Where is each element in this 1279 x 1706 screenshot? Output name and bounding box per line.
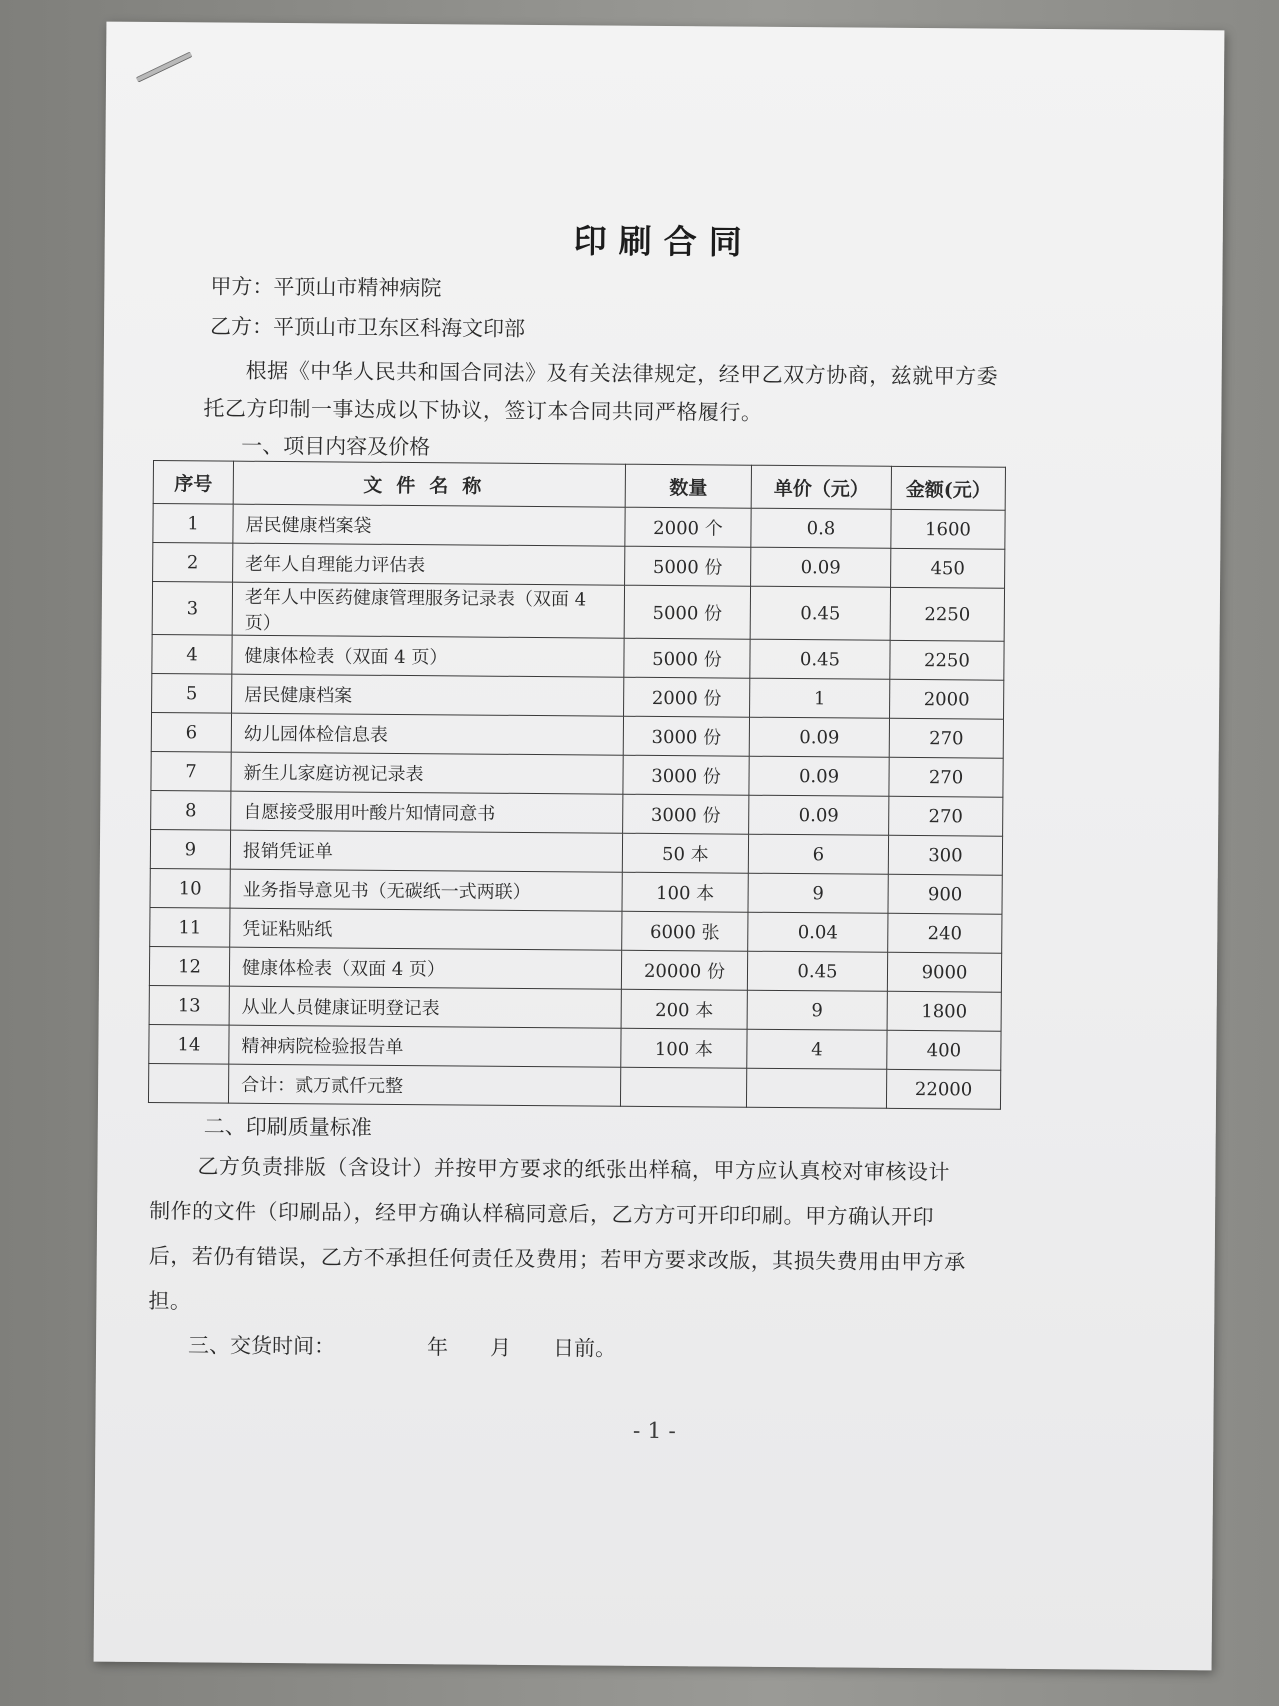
row-name: 从业人员健康证明登记表 <box>229 986 621 1028</box>
section-3 <box>188 1329 616 1362</box>
row-price: 0.45 <box>750 639 890 679</box>
table-row <box>153 504 1005 550</box>
table-row <box>152 674 1004 720</box>
party-b: 乙方：平顶山市卫东区科海文印部 <box>209 314 526 341</box>
row-no: 2 <box>153 543 233 583</box>
row-qty: 100 本 <box>621 1028 747 1068</box>
row-qty: 6000 张 <box>622 911 748 951</box>
row-price: 0.09 <box>749 795 889 835</box>
page-number: - 1 - <box>632 1418 676 1445</box>
row-no: 1 <box>153 504 233 544</box>
row-qty: 20000 份 <box>621 950 747 990</box>
section-3-date: 年 月 日前。 <box>426 1335 617 1361</box>
row-price: 9 <box>747 990 887 1030</box>
intro-line-2: 托乙方印制一事达成以下协议，签订本合同共同严格履行。 <box>203 396 763 425</box>
table-row <box>152 635 1004 681</box>
header-name: 文件名称 <box>233 461 625 507</box>
row-amount: 450 <box>891 548 1005 588</box>
row-no: 12 <box>149 947 229 987</box>
row-amount: 2250 <box>890 587 1004 641</box>
row-no: 10 <box>150 869 230 909</box>
row-amount: 270 <box>889 796 1003 836</box>
staple <box>136 51 193 82</box>
total-row <box>148 1063 1000 1109</box>
row-name: 精神病院检验报告单 <box>229 1025 621 1067</box>
row-amount: 270 <box>889 757 1003 797</box>
row-no: 6 <box>151 713 231 753</box>
table-row <box>149 986 1001 1032</box>
table-row <box>152 582 1004 642</box>
row-amount: 900 <box>888 874 1002 914</box>
row-no: 14 <box>149 1025 229 1065</box>
row-amount: 2250 <box>890 640 1004 680</box>
row-name: 业务指导意见书（无碳纸一式两联） <box>230 869 622 911</box>
row-name: 凭证粘贴纸 <box>230 908 622 950</box>
row-qty: 200 本 <box>621 989 747 1029</box>
row-qty: 2000 份 <box>624 677 750 717</box>
row-price: 1 <box>750 678 890 718</box>
total-price-cell <box>746 1068 886 1108</box>
header-unit-price: 单价（元） <box>751 465 891 509</box>
table-row <box>151 752 1003 798</box>
row-qty: 5000 份 <box>625 546 751 586</box>
section-1-title: 一、项目内容及价格 <box>241 433 431 460</box>
table-row <box>150 869 1002 915</box>
row-price: 0.8 <box>751 508 891 548</box>
item-price-table <box>148 460 1006 1110</box>
row-amount: 1600 <box>891 509 1005 549</box>
row-price: 0.04 <box>748 912 888 952</box>
total-qty-cell <box>620 1067 746 1107</box>
table-row <box>151 713 1003 759</box>
document-title: 印刷合同 <box>573 221 754 262</box>
table-row <box>149 947 1001 993</box>
row-qty: 5000 份 <box>624 585 750 639</box>
row-qty: 100 本 <box>622 872 748 912</box>
party-a: 甲方：平顶山市精神病院 <box>210 274 442 301</box>
row-qty: 2000 个 <box>625 507 751 547</box>
row-amount: 2000 <box>890 679 1004 719</box>
row-amount: 9000 <box>887 952 1001 992</box>
row-no: 5 <box>152 674 232 714</box>
row-amount: 300 <box>888 835 1002 875</box>
section-2-text: 乙方负责排版（含设计）并按甲方要求的纸张出样稿，甲方应认真校对审核设计制作的文件（印刷品），经甲方确认样稿同意后，乙方方可开印印刷。甲方确认开印后，若仍有错误，乙方不承担任何责任及费用；若甲方要求改版，其损失费用由甲方承担。 <box>148 1154 966 1314</box>
row-price: 0.09 <box>749 717 889 757</box>
row-no: 7 <box>151 752 231 792</box>
row-qty: 5000 份 <box>624 638 750 678</box>
row-name: 报销凭证单 <box>230 830 622 872</box>
row-name: 自愿接受服用叶酸片知情同意书 <box>231 791 623 833</box>
row-name: 居民健康档案 <box>232 674 624 716</box>
row-no: 13 <box>149 986 229 1026</box>
row-name: 健康体检表（双面 4 页） <box>232 635 624 677</box>
row-no: 9 <box>150 830 230 870</box>
row-no: 3 <box>152 582 232 636</box>
row-no: 4 <box>152 635 232 675</box>
row-price: 4 <box>747 1029 887 1069</box>
header-no: 序号 <box>153 461 233 505</box>
total-label: 合计：贰万贰仟元整 <box>228 1064 620 1106</box>
table-row <box>149 1025 1001 1071</box>
row-name: 新生儿家庭访视记录表 <box>231 752 623 794</box>
header-qty: 数量 <box>625 464 751 508</box>
row-qty: 3000 份 <box>623 755 749 795</box>
table-body <box>149 504 1005 1071</box>
total-no-cell <box>148 1063 228 1103</box>
row-no: 11 <box>150 908 230 948</box>
row-name: 幼儿园体检信息表 <box>231 713 623 755</box>
row-price: 0.45 <box>750 586 890 640</box>
row-amount: 240 <box>888 913 1002 953</box>
section-2-title: 二、印刷质量标准 <box>203 1114 372 1140</box>
row-price: 9 <box>748 873 888 913</box>
total-amount: 22000 <box>886 1069 1000 1109</box>
contract-page <box>94 22 1225 1671</box>
table-row <box>153 543 1005 589</box>
row-name: 居民健康档案袋 <box>233 504 625 546</box>
row-qty: 3000 份 <box>623 794 749 834</box>
row-amount: 400 <box>887 1030 1001 1070</box>
table-header-row <box>153 461 1005 511</box>
row-no: 8 <box>151 791 231 831</box>
row-amount: 1800 <box>887 991 1001 1031</box>
row-name: 健康体检表（双面 4 页） <box>229 947 621 989</box>
table-row <box>150 830 1002 876</box>
row-price: 0.09 <box>751 547 891 587</box>
row-amount: 270 <box>889 718 1003 758</box>
row-qty: 3000 份 <box>623 716 749 756</box>
section-3-title: 三、交货时间： <box>187 1333 336 1359</box>
intro-line-1: 根据《中华人民共和国合同法》及有关法律规定，经甲乙双方协商，兹就甲方委 <box>245 358 999 389</box>
table-row <box>151 791 1003 837</box>
table-row <box>150 908 1002 954</box>
row-price: 6 <box>748 834 888 874</box>
row-qty: 50 本 <box>622 833 748 873</box>
header-amount: 金额(元） <box>891 466 1005 510</box>
row-price: 0.45 <box>747 951 887 991</box>
row-name: 老年人中医药健康管理服务记录表（双面 4 页） <box>232 582 624 638</box>
row-name: 老年人自理能力评估表 <box>233 543 625 585</box>
row-price: 0.09 <box>749 756 889 796</box>
